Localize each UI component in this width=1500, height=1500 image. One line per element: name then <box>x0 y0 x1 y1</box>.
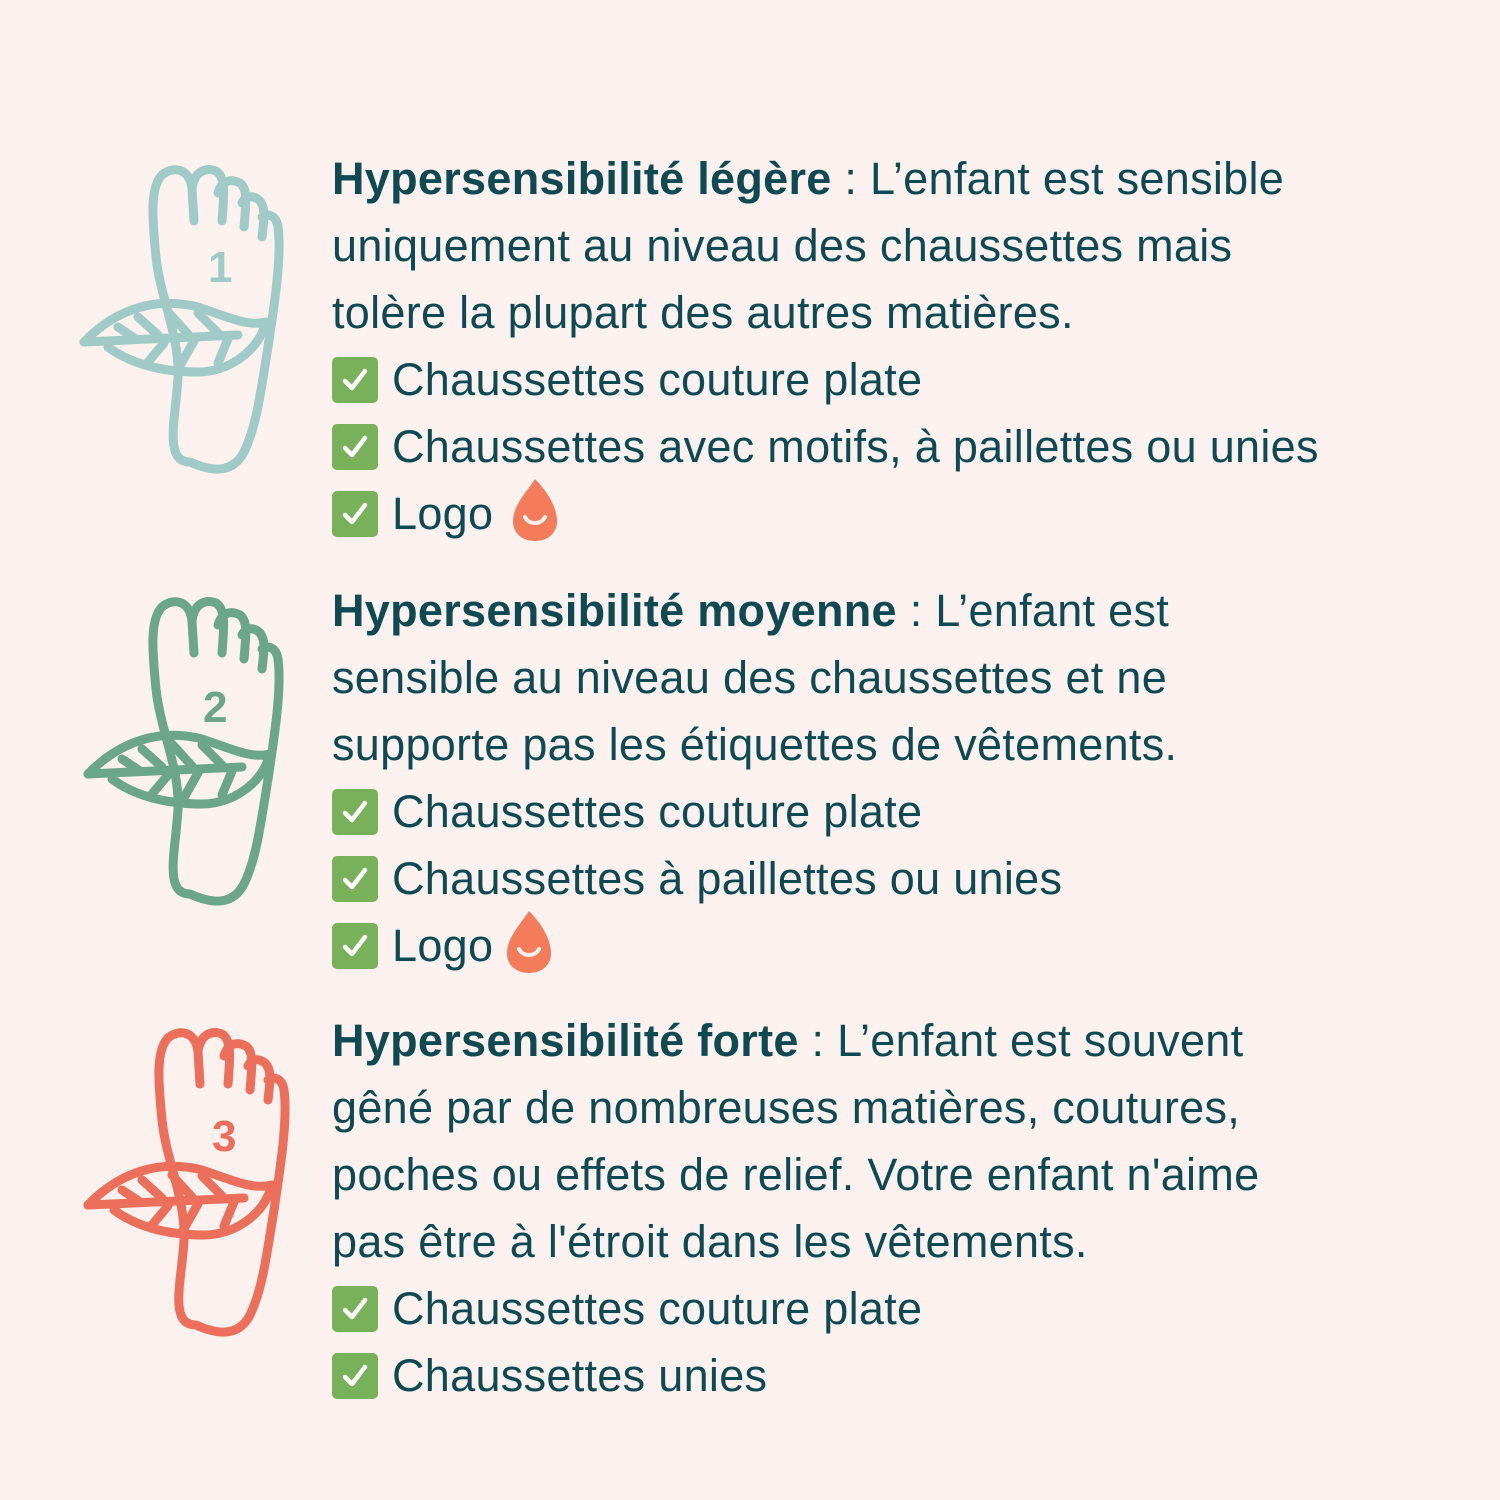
checkmark-icon <box>332 1353 378 1399</box>
foot-feather-icon-level-1 <box>78 157 310 487</box>
list-item <box>332 480 1492 547</box>
logo-drop-icon <box>505 909 553 975</box>
checkmark-icon <box>332 357 378 403</box>
description-line: tolère la plupart des autres matières. <box>332 287 1074 338</box>
list-item <box>332 413 1492 480</box>
level-title: Hypersensibilité forte <box>332 1015 799 1066</box>
description-line: gêné par de nombreuses matières, coutures, <box>332 1082 1241 1133</box>
list-item <box>332 845 1492 912</box>
level-text <box>332 577 1492 979</box>
checkmark-icon <box>332 789 378 835</box>
description-line: poches ou effets de relief. Votre enfant n'aime <box>332 1149 1260 1200</box>
item-label: Logo <box>392 920 494 971</box>
level-number: 3 <box>212 1112 237 1161</box>
level-number: 2 <box>203 683 228 732</box>
level-text <box>332 1007 1492 1409</box>
checkmark-icon <box>332 923 378 969</box>
checkmark-icon <box>332 1286 378 1332</box>
description-line: Hypersensibilité moyenne : L’enfant est <box>332 585 1170 636</box>
description-line: pas être à l'étroit dans les vêtements. <box>332 1216 1088 1267</box>
foot-feather-icon-level-2 <box>78 589 310 919</box>
level-title: Hypersensibilité moyenne <box>332 585 897 636</box>
list-item <box>332 1275 1492 1342</box>
checkmark-icon <box>332 424 378 470</box>
logo-drop-icon <box>511 477 559 543</box>
level-number: 1 <box>208 243 233 292</box>
description-line: sensible au niveau des chaussettes et ne <box>332 652 1168 703</box>
checkmark-icon <box>332 856 378 902</box>
level-text <box>332 145 1492 547</box>
list-item <box>332 346 1492 413</box>
foot-feather-icon-level-3 <box>78 1015 310 1345</box>
checkmark-icon <box>332 491 378 537</box>
item-label: Logo <box>392 488 494 539</box>
list-item <box>332 912 1492 979</box>
level-title: Hypersensibilité légère <box>332 153 832 204</box>
item-label: Chaussettes unies <box>392 1350 768 1401</box>
description-line: uniquement au niveau des chaussettes mais <box>332 220 1233 271</box>
description-line: Hypersensibilité légère : L’enfant est sensible <box>332 153 1285 204</box>
list-item <box>332 778 1492 845</box>
description-line: supporte pas les étiquettes de vêtements. <box>332 719 1178 770</box>
item-label: Chaussettes couture plate <box>392 354 923 405</box>
item-label: Chaussettes couture plate <box>392 1283 923 1334</box>
item-label: Chaussettes avec motifs, à paillettes ou unies <box>392 421 1319 472</box>
list-item <box>332 1342 1492 1409</box>
item-label: Chaussettes couture plate <box>392 786 923 837</box>
description-line: Hypersensibilité forte : L’enfant est souvent <box>332 1015 1244 1066</box>
item-label: Chaussettes à paillettes ou unies <box>392 853 1063 904</box>
